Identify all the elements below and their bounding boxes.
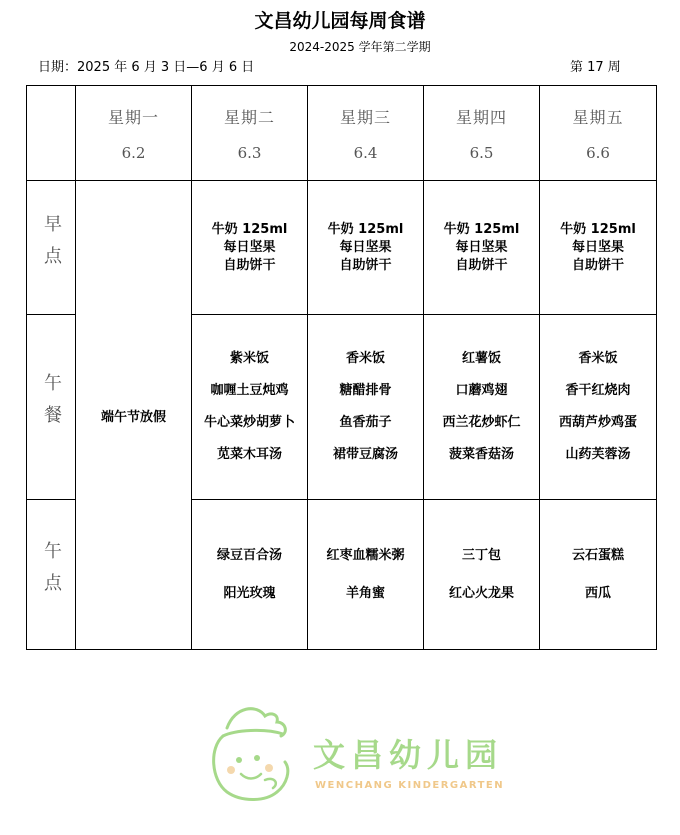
menu-item: 红心火龙果 — [448, 585, 514, 601]
lunch-cell-tue — [192, 315, 308, 500]
day-header-mon — [76, 86, 192, 181]
menu-item: 牛心菜炒胡萝卜 — [203, 415, 295, 430]
header-row — [27, 86, 657, 181]
menu-item: 牛奶 125ml — [327, 221, 404, 237]
day-name: 星期三 — [339, 107, 391, 127]
day-date: 6.5 — [469, 143, 494, 162]
lunch-cell-wed — [308, 315, 424, 500]
menu-item: 每日坚果 — [223, 239, 276, 255]
logo-name-cn: 文昌幼儿园 — [313, 736, 504, 774]
menu-item: 牛奶 125ml — [443, 221, 520, 237]
day-date: 6.2 — [121, 143, 146, 162]
snack-cell-thu — [424, 500, 540, 650]
day-name: 星期四 — [455, 107, 507, 127]
date-range: 日期：2025 年 6 月 3 日—6 月 6 日 — [38, 60, 255, 75]
day-name: 星期五 — [572, 107, 624, 127]
menu-item: 红薯饭 — [461, 351, 501, 366]
menu-item: 绿豆百合汤 — [216, 547, 282, 563]
menu-item: 菠菜香菇汤 — [448, 447, 514, 462]
menu-item: 山药芙蓉汤 — [565, 447, 631, 462]
breakfast-cell-wed — [308, 181, 424, 315]
menu-item: 自助饼干 — [455, 257, 508, 273]
menu-item: 自助饼干 — [339, 257, 392, 273]
menu-item: 每日坚果 — [571, 239, 624, 255]
menu-item: 牛奶 125ml — [560, 221, 636, 237]
holiday-cell — [76, 181, 192, 650]
menu-item: 裙带豆腐汤 — [332, 447, 398, 462]
menu-item: 口蘑鸡翅 — [455, 383, 508, 398]
day-header-wed — [308, 86, 424, 181]
snack-cell-fri — [540, 500, 657, 650]
day-name: 星期二 — [223, 107, 275, 127]
menu-item: 香米饭 — [578, 351, 618, 366]
menu-item: 自助饼干 — [571, 257, 624, 273]
snack-cell-wed — [308, 500, 424, 650]
week-number: 第 17 周 — [570, 60, 621, 75]
breakfast-cell-tue — [192, 181, 308, 315]
meal-label-text: 早点 — [41, 213, 62, 278]
menu-item: 羊角蜜 — [345, 585, 385, 601]
logo-name-en: WENCHANG KINDERGARTEN — [315, 780, 505, 791]
lunch-cell-thu — [424, 315, 540, 500]
snack-cell-tue — [192, 500, 308, 650]
meal-label-snack — [27, 500, 76, 650]
menu-item: 西瓜 — [584, 585, 611, 601]
semester-label: 2024-2025 学年第二学期 — [289, 40, 431, 54]
menu-item: 香米饭 — [345, 351, 385, 366]
menu-item: 三丁包 — [461, 547, 501, 563]
menu-item: 咖喱土豆炖鸡 — [210, 383, 289, 398]
day-name: 星期一 — [107, 107, 159, 127]
breakfast-row — [27, 181, 657, 315]
menu-item: 每日坚果 — [339, 239, 392, 255]
menu-item: 阳光玫瑰 — [223, 585, 276, 601]
child-face-icon — [205, 700, 300, 805]
menu-item: 红枣血糯米粥 — [326, 547, 405, 563]
menu-table — [26, 85, 657, 650]
meal-label-text: 午点 — [41, 540, 62, 605]
day-header-thu — [424, 86, 540, 181]
menu-item: 每日坚果 — [455, 239, 508, 255]
page-title: 文昌幼儿园每周食谱 — [254, 10, 426, 32]
menu-item: 香干红烧肉 — [565, 383, 631, 398]
breakfast-cell-fri — [540, 181, 657, 315]
day-date: 6.3 — [237, 143, 262, 162]
breakfast-cell-thu — [424, 181, 540, 315]
menu-item: 云石蛋糕 — [571, 547, 624, 563]
day-date: 6.6 — [586, 143, 610, 162]
day-header-fri — [540, 86, 657, 181]
menu-item: 苋菜木耳汤 — [216, 447, 282, 462]
menu-item: 西兰花炒虾仁 — [442, 415, 521, 430]
meal-label-text: 午餐 — [41, 373, 62, 437]
kindergarten-logo — [205, 700, 505, 805]
meal-label-breakfast — [27, 181, 76, 315]
menu-item: 鱼香茄子 — [339, 415, 392, 430]
holiday-note: 端午节放假 — [100, 409, 166, 425]
menu-item: 紫米饭 — [229, 351, 269, 366]
day-header-tue — [192, 86, 308, 181]
menu-item: 牛奶 125ml — [211, 221, 288, 237]
menu-item: 西葫芦炒鸡蛋 — [558, 415, 637, 430]
menu-item: 自助饼干 — [223, 257, 276, 273]
meal-label-lunch — [27, 315, 76, 500]
lunch-cell-fri — [540, 315, 657, 500]
menu-item: 糖醋排骨 — [339, 383, 392, 398]
day-date: 6.4 — [353, 143, 378, 162]
corner-cell — [27, 86, 76, 181]
